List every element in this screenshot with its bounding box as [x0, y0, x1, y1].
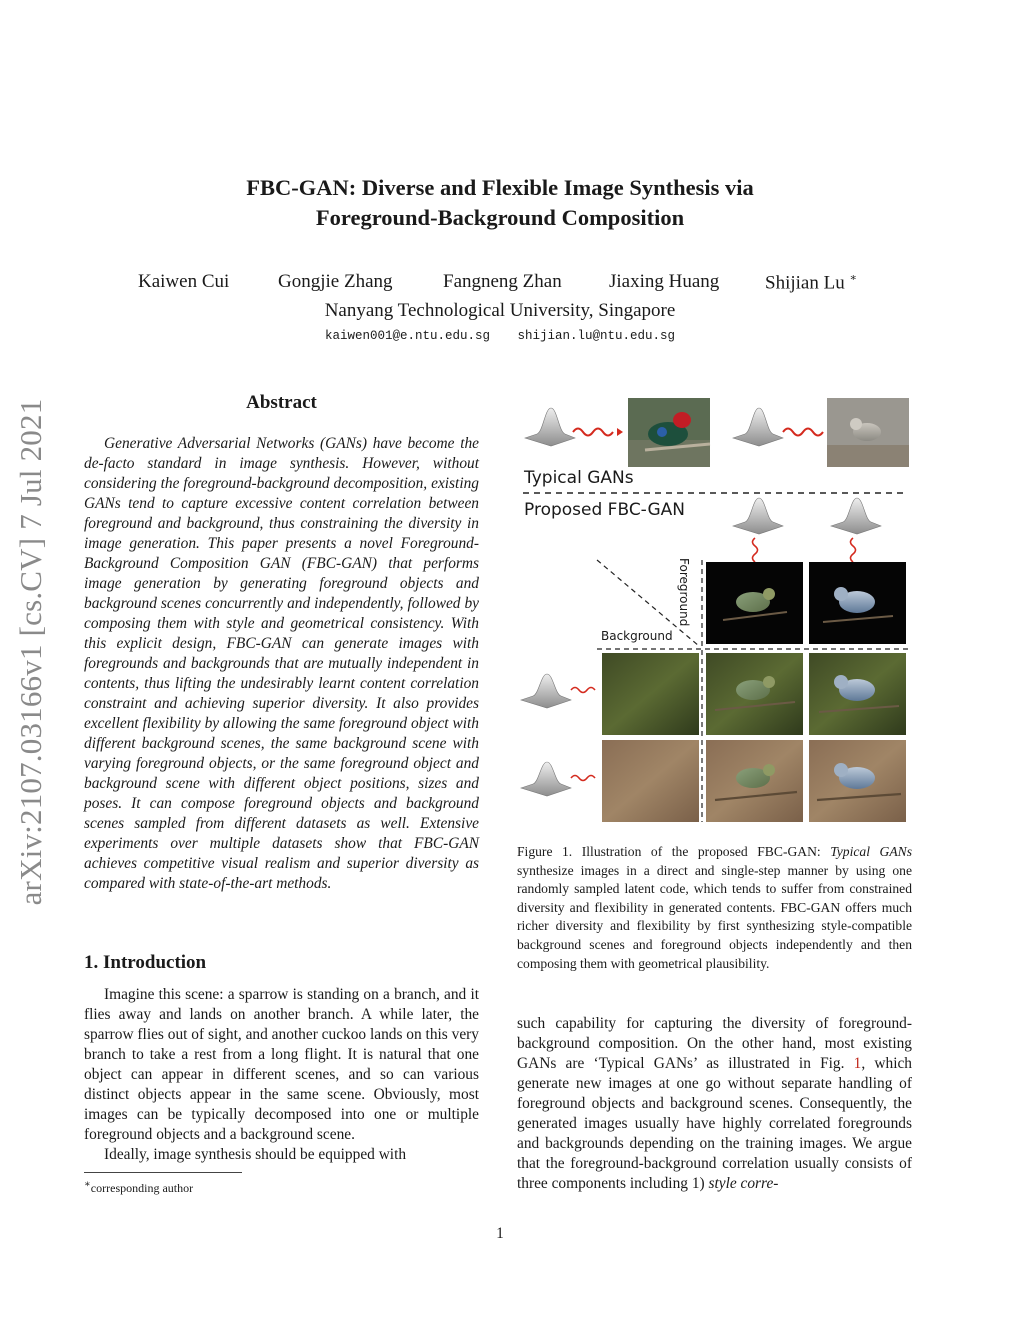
introduction-heading: 1. Introduction	[84, 952, 207, 973]
background-axis-label: Background	[601, 629, 673, 643]
background-scene-1	[602, 653, 699, 735]
composed-image-4	[809, 740, 906, 822]
typical-gan-output-image-1	[628, 398, 710, 467]
abstract-heading: Abstract	[246, 392, 317, 413]
email-1: kaiwen001@e.ntu.edu.sg	[324, 329, 490, 343]
typical-gan-arrow-2	[783, 429, 823, 436]
abstract-text: Generative Adversarial Networks (GANs) have become the de-facto standard in image synthesis. However, without considering the foreground-background decomposition, existing GANs tend to capture excessive content correlation between foreground and background, thus constraining the diversity in image generation. This paper presents a novel Foreground-Background Composition GAN (FBC-GAN) that performs image generation by generating foreground objects and background scenes concurrently and independently, followed by composing them with style and geometrical consistency. With this explicit design, FBC-GAN can generate images with foregrounds and backgrounds that are mutually independent in contents, thus lifting the undesirably learnt content correlation constraint and achieving superior diversity. It also provides excellent flexibility by allowing the same foreground object with different background scenes, the same background scene with varying foreground objects, or the same foreground object and background scene with different object positions, sizes and poses. It can compose foreground objects and background scenes sampled from different datasets as well. Extensive experiments over multiple datasets show that FBC-GAN achieves competitive visual realism and superior diversity as compared with state-of-the-art methods.	[84, 435, 479, 892]
footnote	[84, 1179, 193, 1196]
typical-gans-label: Typical GANs	[524, 468, 634, 488]
author-2: Gongjie Zhang	[278, 271, 393, 292]
figure-1-caption: Figure 1. Illustration of the proposed FBC-GAN: Typical GANs synthesize images in a direct and single-step manner by using one randomly sampled latent code, which tends to suffer from constrained diversity and flexibility in generated contents. FBC-GAN offers much richer diversity and flexibility by first synthesizing style-compatible background scenes and foreground objects independently and then composing them with geometrical plausibility.	[517, 844, 912, 971]
typical-gan-output-image-2	[827, 398, 909, 467]
foreground-object-2	[809, 562, 906, 644]
background-scene-2	[602, 740, 699, 822]
figure-1-reference-link[interactable]: 1	[853, 1055, 862, 1072]
arxiv-identifier	[8, 374, 54, 930]
background-arrow-1	[571, 688, 595, 693]
figure-1	[515, 390, 915, 830]
composed-image-2	[809, 653, 906, 735]
paper-title	[150, 173, 850, 233]
arxiv-identifier-text: arXiv:2107.03166v1 [cs.CV] 7 Jul 2021	[13, 398, 48, 906]
background-arrow-2	[571, 776, 595, 781]
foreground-axis-label: Foreground	[677, 558, 691, 627]
foreground-latent-1	[733, 498, 783, 534]
intro-paragraph-1: Imagine this scene: a sparrow is standing on a branch, and it flies away and lands on another branch. A while later, the sparrow flies out of sight, and another cuckoo lands on this very branch to take a rest from a long flight. It is natural that one object can appear in different scenes, and so can various distinct objects appear in the same scene. Obviously, most images can be typically decomposed into one or multiple foreground objects and a background scene.	[84, 986, 479, 1143]
title-line-2: Foreground-Background Composition	[315, 205, 685, 230]
composed-image-3	[706, 740, 803, 822]
title-line-1: FBC-GAN: Diverse and Flexible Image Synthesis via	[246, 175, 754, 200]
author-1: Kaiwen Cui	[138, 271, 230, 292]
right-column-emphasis: style corre-	[708, 1175, 779, 1192]
footnote-text: corresponding author	[90, 1181, 194, 1195]
background-latent-2	[521, 762, 571, 796]
background-latent-1	[521, 674, 571, 708]
typical-gan-arrow-1-head	[617, 428, 623, 436]
figure-1-graphic	[515, 390, 915, 830]
typical-gan-arrow-1	[573, 429, 613, 436]
corresponding-author-mark: ∗	[849, 272, 857, 284]
foreground-arrow-1	[753, 538, 758, 562]
affiliation: Nanyang Technological University, Singapore	[324, 300, 676, 321]
composed-image-1	[706, 653, 803, 735]
foreground-arrow-2	[851, 538, 856, 562]
author-5: Shijian Lu ∗	[765, 272, 857, 294]
footnote-rule	[84, 1172, 242, 1173]
author-3: Fangneng Zhan	[443, 271, 562, 292]
typical-gan-latent-2	[733, 408, 783, 446]
proposed-fbc-gan-label: Proposed FBC-GAN	[524, 500, 685, 520]
right-column-paragraph: such capability for capturing the diversity of foreground-background composition. On the other hand, most existing GANs are ‘Typical GANs’ as illustrated in Fig. 1, which generate new images at one go without separate handling of foreground objects and background scenes. Consequently, the generated images usually have highly correlated foregrounds and backgrounds depending on the training images. We argue that the foreground-background correlation usually consists of three components including 1) style corre-	[517, 1015, 912, 1192]
intro-paragraph-2: Ideally, image synthesis should be equipped with	[104, 1146, 407, 1163]
author-4: Jiaxing Huang	[609, 271, 720, 292]
footnote-mark: ∗	[84, 1179, 91, 1190]
foreground-latent-2	[831, 498, 881, 534]
author-emails	[150, 329, 850, 343]
foreground-object-1	[706, 562, 803, 644]
typical-gan-latent-1	[525, 408, 575, 446]
page-number: 1	[496, 1225, 504, 1242]
caption-emphasis: Typical GANs	[830, 844, 912, 859]
email-2: shijian.lu@ntu.edu.sg	[517, 329, 676, 343]
